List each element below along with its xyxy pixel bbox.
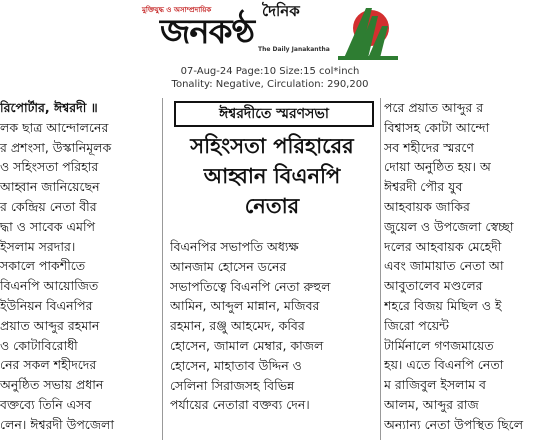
article-text-line: আনজাম হোসেন ডনের (170, 258, 287, 274)
article-text-line: ইউনিয়ন বিএনপির (0, 297, 93, 313)
article-text-line: সকালে পাকশীতে (0, 258, 86, 274)
newspaper-english-name: The Daily Janakantha (258, 46, 330, 53)
article-text-line: বক্তব্যে তিনি এসব (0, 396, 92, 412)
article-text-line: হয়। এতে বিএনপি নেতা (384, 357, 504, 373)
article-text-line: জুয়েল ও উপজেলা স্বেচ্ছা (384, 218, 514, 234)
article-text-line: পর্যায়ের নেতারা বক্তব্য দেন। (170, 397, 310, 413)
article-text-line: র প্রশংসা, উস্কানিমূলক (0, 139, 112, 155)
article-text-line: রহমান, রঞ্জু আহমেদ, কবির (170, 318, 305, 334)
article-text-line: দলের আহবায়ক মেহেদী (384, 238, 502, 254)
headline-line: সহিংসতা পরিহারের (190, 133, 354, 158)
article-text-line: টার্মিনালে গণজমায়েত (384, 337, 494, 353)
article-text-line: হোসেন, মাহাতাব উদ্দিন ও (170, 357, 302, 373)
article-text-line: আবুতালেব মণ্ডলের (384, 278, 483, 294)
article-text-line: রিপোর্টার, ঈশ্বরদী ॥ (0, 100, 98, 115)
article-kicker: ঈশ্বরদীতে স্মরণসভা (174, 101, 374, 127)
headline-line: আহ্বান বিএনপি (203, 163, 341, 188)
article-text-line: ও কোটাবিরোধী (0, 337, 78, 353)
article-text-line: দ্ধা ও সাবেক এমপি (0, 218, 96, 234)
article-text-line: ও সহিংসতা পরিহার (0, 159, 99, 175)
article-text-line: সভাপতিত্বে বিএনপি নেতা রুহুল (170, 278, 331, 294)
article-text-line: আহ্বান জানিয়েছেন (0, 179, 100, 195)
article-text-line: র কেন্দ্রিয় নেতা বীর (0, 198, 97, 214)
article-text-line: অনুষ্ঠিত সভায় প্রধান (0, 377, 104, 393)
article-text-line: হোসেন, জামাল মেম্বার, কাজল (170, 337, 324, 353)
article-text-line: প্রয়াত আব্দুর রহমান (0, 317, 100, 333)
clipping-meta-line2: Tonality: Negative, Circulation: 290,200 (171, 79, 369, 90)
article-text-line: ইসলাম সরদার। (0, 238, 76, 254)
article-left-column (0, 98, 158, 435)
article-text-line: শহরে বিজয় মিছিল ও ই (384, 297, 502, 313)
article-middle-column (170, 237, 376, 415)
article-right-column (384, 98, 540, 435)
article-text-line: ঈশ্বরদী পৌর যুব (384, 179, 463, 195)
article-text-line: দোয়া অনুষ্ঠিত হয়। অ (384, 159, 491, 175)
article-text-line: আহবায়ক জাকির (384, 198, 470, 214)
article-text-line: বিশ্বাসহ কোটা আন্দো (384, 119, 490, 135)
article-text-line: জিরো পয়েন্ট (384, 317, 449, 333)
masthead-tagline: মুক্তিযুদ্ধ ও অসাম্প্রদায়িক (142, 6, 212, 14)
masthead-dainik: দৈনিক (262, 2, 300, 20)
newspaper-name: জনকণ্ঠ (160, 12, 255, 52)
article-text-line: সেলিনা সিরাজসহ বিভিন্ন (170, 377, 295, 393)
column-divider (162, 98, 163, 440)
article-text-line: আমিন, আব্দুল মান্নান, মজিবর (170, 298, 320, 314)
article-text-line: বিএনপির সভাপতি অধ্যক্ষ (170, 239, 299, 254)
article-text-line: পরে প্রয়াত আব্দুর র (384, 100, 484, 115)
article-text-line: এবং জামায়াত নেতা আ (384, 258, 504, 274)
article-text-line: আলম, আব্দুর রাজ (384, 396, 479, 412)
article-text-line: সব শহীদের স্মরণে (384, 139, 474, 155)
article-text-line: লক ছাত্র আন্দোলনের (0, 119, 109, 135)
article-text-line: বিএনপি আয়োজিত (0, 278, 99, 294)
article-headline (166, 131, 378, 221)
article-text-line: অন্যান্য নেতা উপস্থিত ছিলে (384, 416, 524, 432)
article-text-line: নের সকল শহীদদের (0, 357, 97, 373)
headline-line: নেতার (244, 193, 300, 218)
shaheed-minar-emblem-icon (338, 2, 398, 60)
clipping-meta-line1: 07-Aug-24 Page:10 Size:15 col*inch (180, 66, 360, 77)
article-text-line: ম রাজিবুল ইসলাম ব (384, 377, 486, 393)
article-text-line: লেন। ঈশ্বরদী উপজেলা (0, 416, 114, 432)
column-divider (380, 98, 381, 440)
